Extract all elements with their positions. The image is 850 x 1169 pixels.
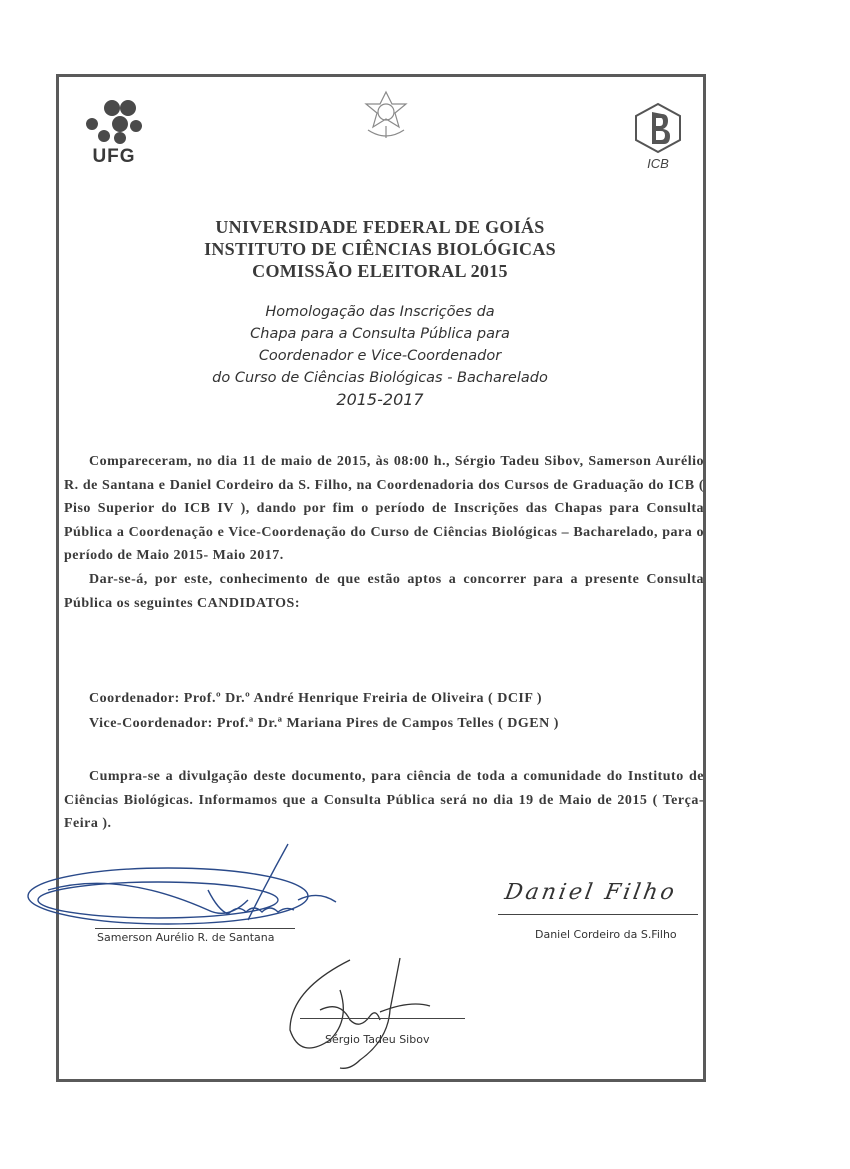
ufg-logo-text: UFG [92,146,136,167]
signature-1-line [95,928,295,929]
candidate-vice-coordinator: Vice-Coordenador: Prof.ª Dr.ª Mariana Pires de Campos Telles ( DGEN ) [89,716,559,731]
subtitle-line-3: Coordenador e Vice-Coordenador [258,348,502,364]
document-body [64,450,704,615]
signature-3-line [300,1018,465,1019]
closing-paragraph: Cumpra-se a divulgação deste documento, para ciência de toda a comunidade do Instituto de Ciências Biológicas. Informamos que a Consulta Pública será no dia 19 de Maio de 2015 ( Terça-Feira ). [64,769,704,832]
subtitle-line-4: do Curso de Ciências Biológicas - Bacharelado [212,370,548,386]
heading-commission: COMISSÃO ELEITORAL 2015 [252,261,508,281]
document-closing [64,765,704,836]
signature-3-scribble [280,950,480,1080]
subtitle-line-1: Homologação das Inscrições da [265,304,495,320]
document-heading [160,216,600,282]
document-subtitle [160,301,600,411]
ufg-hexagons-icon [82,98,146,146]
signature-2-line [498,914,698,915]
ufg-logo [82,98,152,170]
icb-hexagon-icon [630,100,686,156]
icb-logo-text: ICB [647,156,669,171]
signature-3-name: Sérgio Tadeu Sibov [325,1033,430,1046]
brazil-coat-of-arms-icon [362,90,410,142]
signature-1-scribble [18,840,358,940]
signature-2-handwritten-text: Daniel Filho [502,880,679,905]
subtitle-period: 2015-2017 [336,390,424,409]
signature-2-name: Daniel Cordeiro da S.Filho [535,928,677,941]
subtitle-line-2: Chapa para a Consulta Pública para [250,326,510,342]
icb-logo [630,100,686,176]
body-paragraph-2: Dar-se-á, por este, conhecimento de que estão aptos a concorrer para a presente Consulta Pública os seguintes CANDIDATOS: [64,571,704,611]
signature-1-name: Samerson Aurélio R. de Santana [97,931,275,944]
heading-institute: INSTITUTO DE CIÊNCIAS BIOLÓGICAS [204,239,556,259]
candidate-coordinator: Coordenador: Prof.º Dr.º André Henrique Freiria de Oliveira ( DCIF ) [89,691,543,706]
body-paragraph-1: Compareceram, no dia 11 de maio de 2015, às 08:00 h., Sérgio Tadeu Sibov, Samerson Aurélio R. de Santana e Daniel Cordeiro da S. Filho, na Coordenadoria dos Cursos de Graduação do ICB ( Piso Superior do ICB IV ), dando por fim o período de Inscrições das Chapas para Consulta Pública a Coordenação e Vice-Coordenação do Curso de Ciências Biológicas – Bacharelado, para o período de Maio 2015- Maio 2017. [64,454,704,564]
heading-university: UNIVERSIDADE FEDERAL DE GOIÁS [215,217,545,237]
candidates-list [89,686,689,736]
